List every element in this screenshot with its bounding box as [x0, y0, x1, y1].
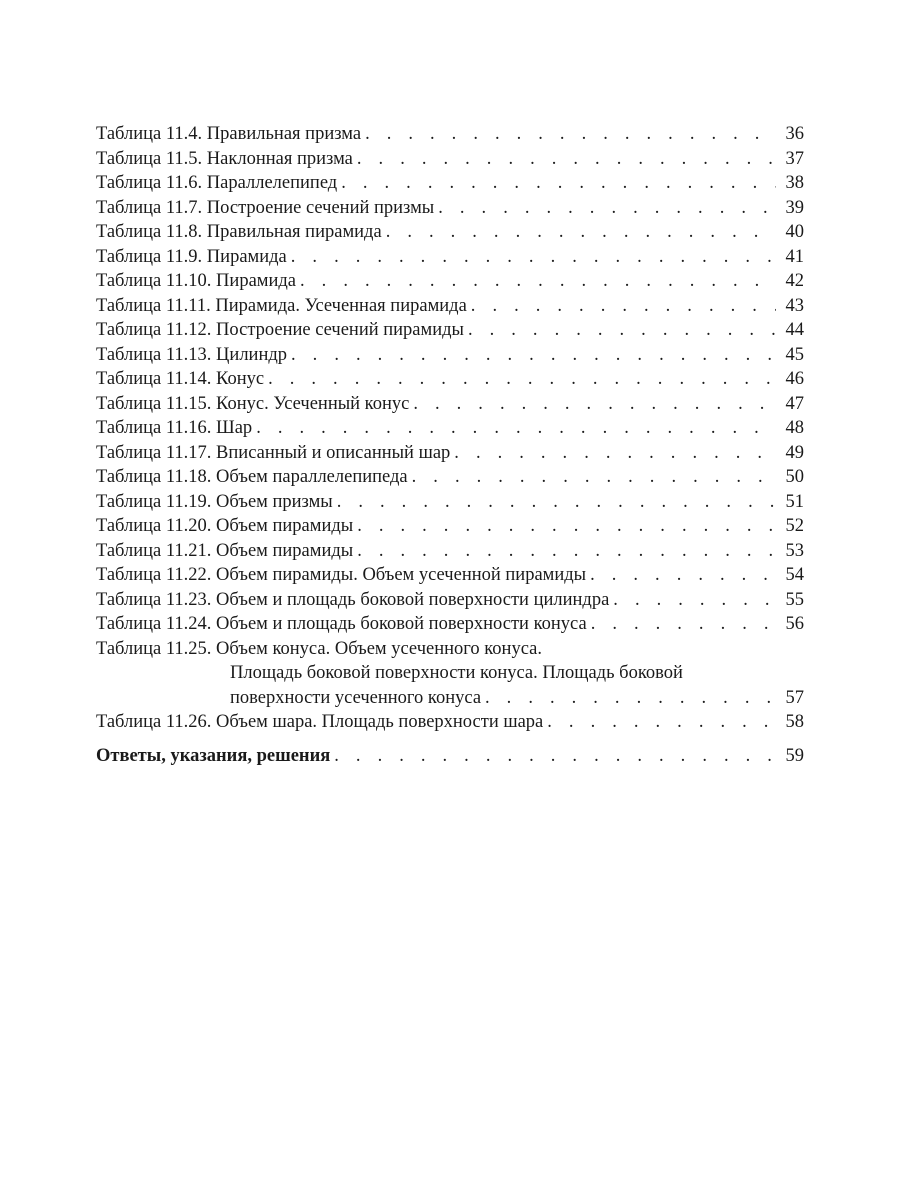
- toc-entry-page: 54: [785, 565, 804, 585]
- dot-leader: [438, 196, 776, 221]
- toc-entry[interactable]: [96, 294, 804, 319]
- dot-leader: [413, 392, 776, 417]
- toc-entry-page: 44: [785, 320, 804, 340]
- toc-entry-page: 58: [785, 712, 804, 732]
- toc-entry-page: 48: [785, 418, 804, 438]
- toc-entry-page: 42: [785, 271, 804, 291]
- toc-entry[interactable]: [96, 343, 804, 368]
- toc-entry[interactable]: [96, 465, 804, 490]
- toc-entry-title: Таблица 11.14. Конус: [96, 369, 265, 389]
- dot-leader: [412, 465, 776, 490]
- toc-entry-title: Таблица 11.16. Шар: [96, 418, 253, 438]
- toc-entry-page: 53: [785, 540, 804, 561]
- toc-entry-line: [96, 686, 804, 711]
- toc-entry[interactable]: [96, 220, 804, 245]
- dot-leader: [471, 294, 776, 319]
- toc-entry-title: Таблица 11.15. Конус. Усеченный конус: [96, 393, 410, 414]
- spacer: [96, 735, 804, 744]
- dot-leader: [357, 147, 776, 172]
- dot-leader: [468, 318, 776, 343]
- dot-leader: [357, 514, 776, 539]
- toc-entry-title: Таблица 11.26. Объем шара. Площадь поверхности шара: [96, 712, 544, 732]
- toc-entry[interactable]: [96, 539, 804, 564]
- toc-entry[interactable]: [96, 367, 804, 392]
- toc-entry-title: Таблица 11.4. Правильная призма: [96, 124, 362, 144]
- toc-entry-page: 50: [785, 467, 804, 487]
- toc-entry-title: Таблица 11.19. Объем призмы: [96, 491, 333, 512]
- toc-entry[interactable]: [96, 171, 804, 196]
- toc-entry-title: Таблица 11.20. Объем пирамиды: [96, 516, 354, 536]
- toc-entry[interactable]: [96, 147, 804, 172]
- toc-entry-page: 39: [785, 197, 804, 218]
- toc-entry[interactable]: [96, 122, 804, 147]
- dot-leader: [547, 710, 776, 735]
- toc-entry-title: Таблица 11.22. Объем пирамиды. Объем усеченной пирамиды: [96, 565, 587, 585]
- toc-entry-title: Таблица 11.7. Построение сечений призмы: [96, 197, 435, 218]
- toc-entry-title: Таблица 11.6. Параллелепипед: [96, 173, 338, 193]
- toc-entry[interactable]: [96, 196, 804, 221]
- toc-entry-title-continuation: поверхности усеченного конуса: [230, 687, 482, 708]
- toc-entry-title: Таблица 11.5. Наклонная призма: [96, 148, 353, 169]
- toc-entry-title: Таблица 11.23. Объем и площадь боковой поверхности цилиндра: [96, 589, 610, 610]
- toc-entry-page: 46: [785, 369, 804, 389]
- toc-entry-page: 51: [785, 491, 804, 512]
- dot-leader: [268, 367, 776, 392]
- toc-entry[interactable]: [96, 710, 804, 735]
- toc-entry-page: 56: [785, 614, 804, 634]
- toc-entry-page: 57: [785, 687, 804, 708]
- toc-entry[interactable]: [96, 612, 804, 637]
- table-of-contents: [96, 122, 804, 768]
- dot-leader: [291, 245, 776, 270]
- toc-entry-answers[interactable]: [96, 744, 804, 769]
- toc-entry-title: Таблица 11.18. Объем параллелепипеда: [96, 467, 408, 487]
- toc-entry-page: 41: [785, 246, 804, 267]
- toc-entry-page: 38: [785, 173, 804, 193]
- toc-entry-title: Таблица 11.8. Правильная пирамида: [96, 222, 382, 242]
- toc-entry-title: Таблица 11.25. Объем конуса. Объем усеченного конуса.: [96, 638, 542, 659]
- toc-entry[interactable]: [96, 588, 804, 613]
- toc-entry-page: 37: [785, 148, 804, 169]
- toc-entry[interactable]: [96, 416, 804, 441]
- dot-leader: [386, 220, 776, 245]
- toc-entry[interactable]: [96, 563, 804, 588]
- toc-entry-page: 40: [785, 222, 804, 242]
- dot-leader: [590, 563, 776, 588]
- toc-entry-page: 49: [785, 442, 804, 463]
- toc-entry[interactable]: [96, 514, 804, 539]
- toc-entry-title: Таблица 11.17. Вписанный и описанный шар: [96, 442, 451, 463]
- toc-entry-title: Таблица 11.9. Пирамида: [96, 246, 287, 267]
- dot-leader: [613, 588, 776, 613]
- toc-entry-page: 36: [785, 124, 804, 144]
- dot-leader: [485, 686, 776, 711]
- toc-entry-continuation: Площадь боковой поверхности конуса. Площадь боковой: [230, 663, 683, 683]
- dot-leader: [337, 490, 776, 515]
- toc-entry[interactable]: [96, 490, 804, 515]
- toc-entry[interactable]: [96, 318, 804, 343]
- toc-entry-line: [96, 637, 804, 662]
- dot-leader: [300, 269, 776, 294]
- toc-entry-page: 43: [785, 295, 804, 316]
- toc-entry[interactable]: [96, 269, 804, 294]
- toc-entry-title: Таблица 11.21. Объем пирамиды: [96, 540, 354, 561]
- dot-leader: [454, 441, 776, 466]
- toc-entry-title: Таблица 11.24. Объем и площадь боковой поверхности конуса: [96, 614, 587, 634]
- dot-leader: [291, 343, 776, 368]
- toc-entry-page: 47: [785, 393, 804, 414]
- dot-leader: [365, 122, 776, 147]
- dot-leader: [357, 539, 776, 564]
- toc-entry[interactable]: [96, 245, 804, 270]
- toc-entry-multiline[interactable]: [96, 637, 804, 711]
- toc-entry-title: Таблица 11.13. Цилиндр: [96, 344, 288, 365]
- dot-leader: [591, 612, 776, 637]
- toc-entry-title: Таблица 11.10. Пирамида: [96, 271, 297, 291]
- toc-entry-page: 59: [785, 745, 804, 766]
- toc-entry[interactable]: [96, 441, 804, 466]
- toc-entry-page: 45: [785, 344, 804, 365]
- toc-entry-title: Таблица 11.11. Пирамида. Усеченная пирамида: [96, 295, 467, 316]
- toc-entry-page: 52: [785, 516, 804, 536]
- toc-entry[interactable]: [96, 392, 804, 417]
- dot-leader: [334, 744, 776, 769]
- toc-entry-title: Ответы, указания, решения: [96, 745, 331, 766]
- dot-leader: [341, 171, 776, 196]
- toc-entry-page: 55: [785, 589, 804, 610]
- toc-entry-title: Таблица 11.12. Построение сечений пирамиды: [96, 320, 464, 340]
- dot-leader: [256, 416, 776, 441]
